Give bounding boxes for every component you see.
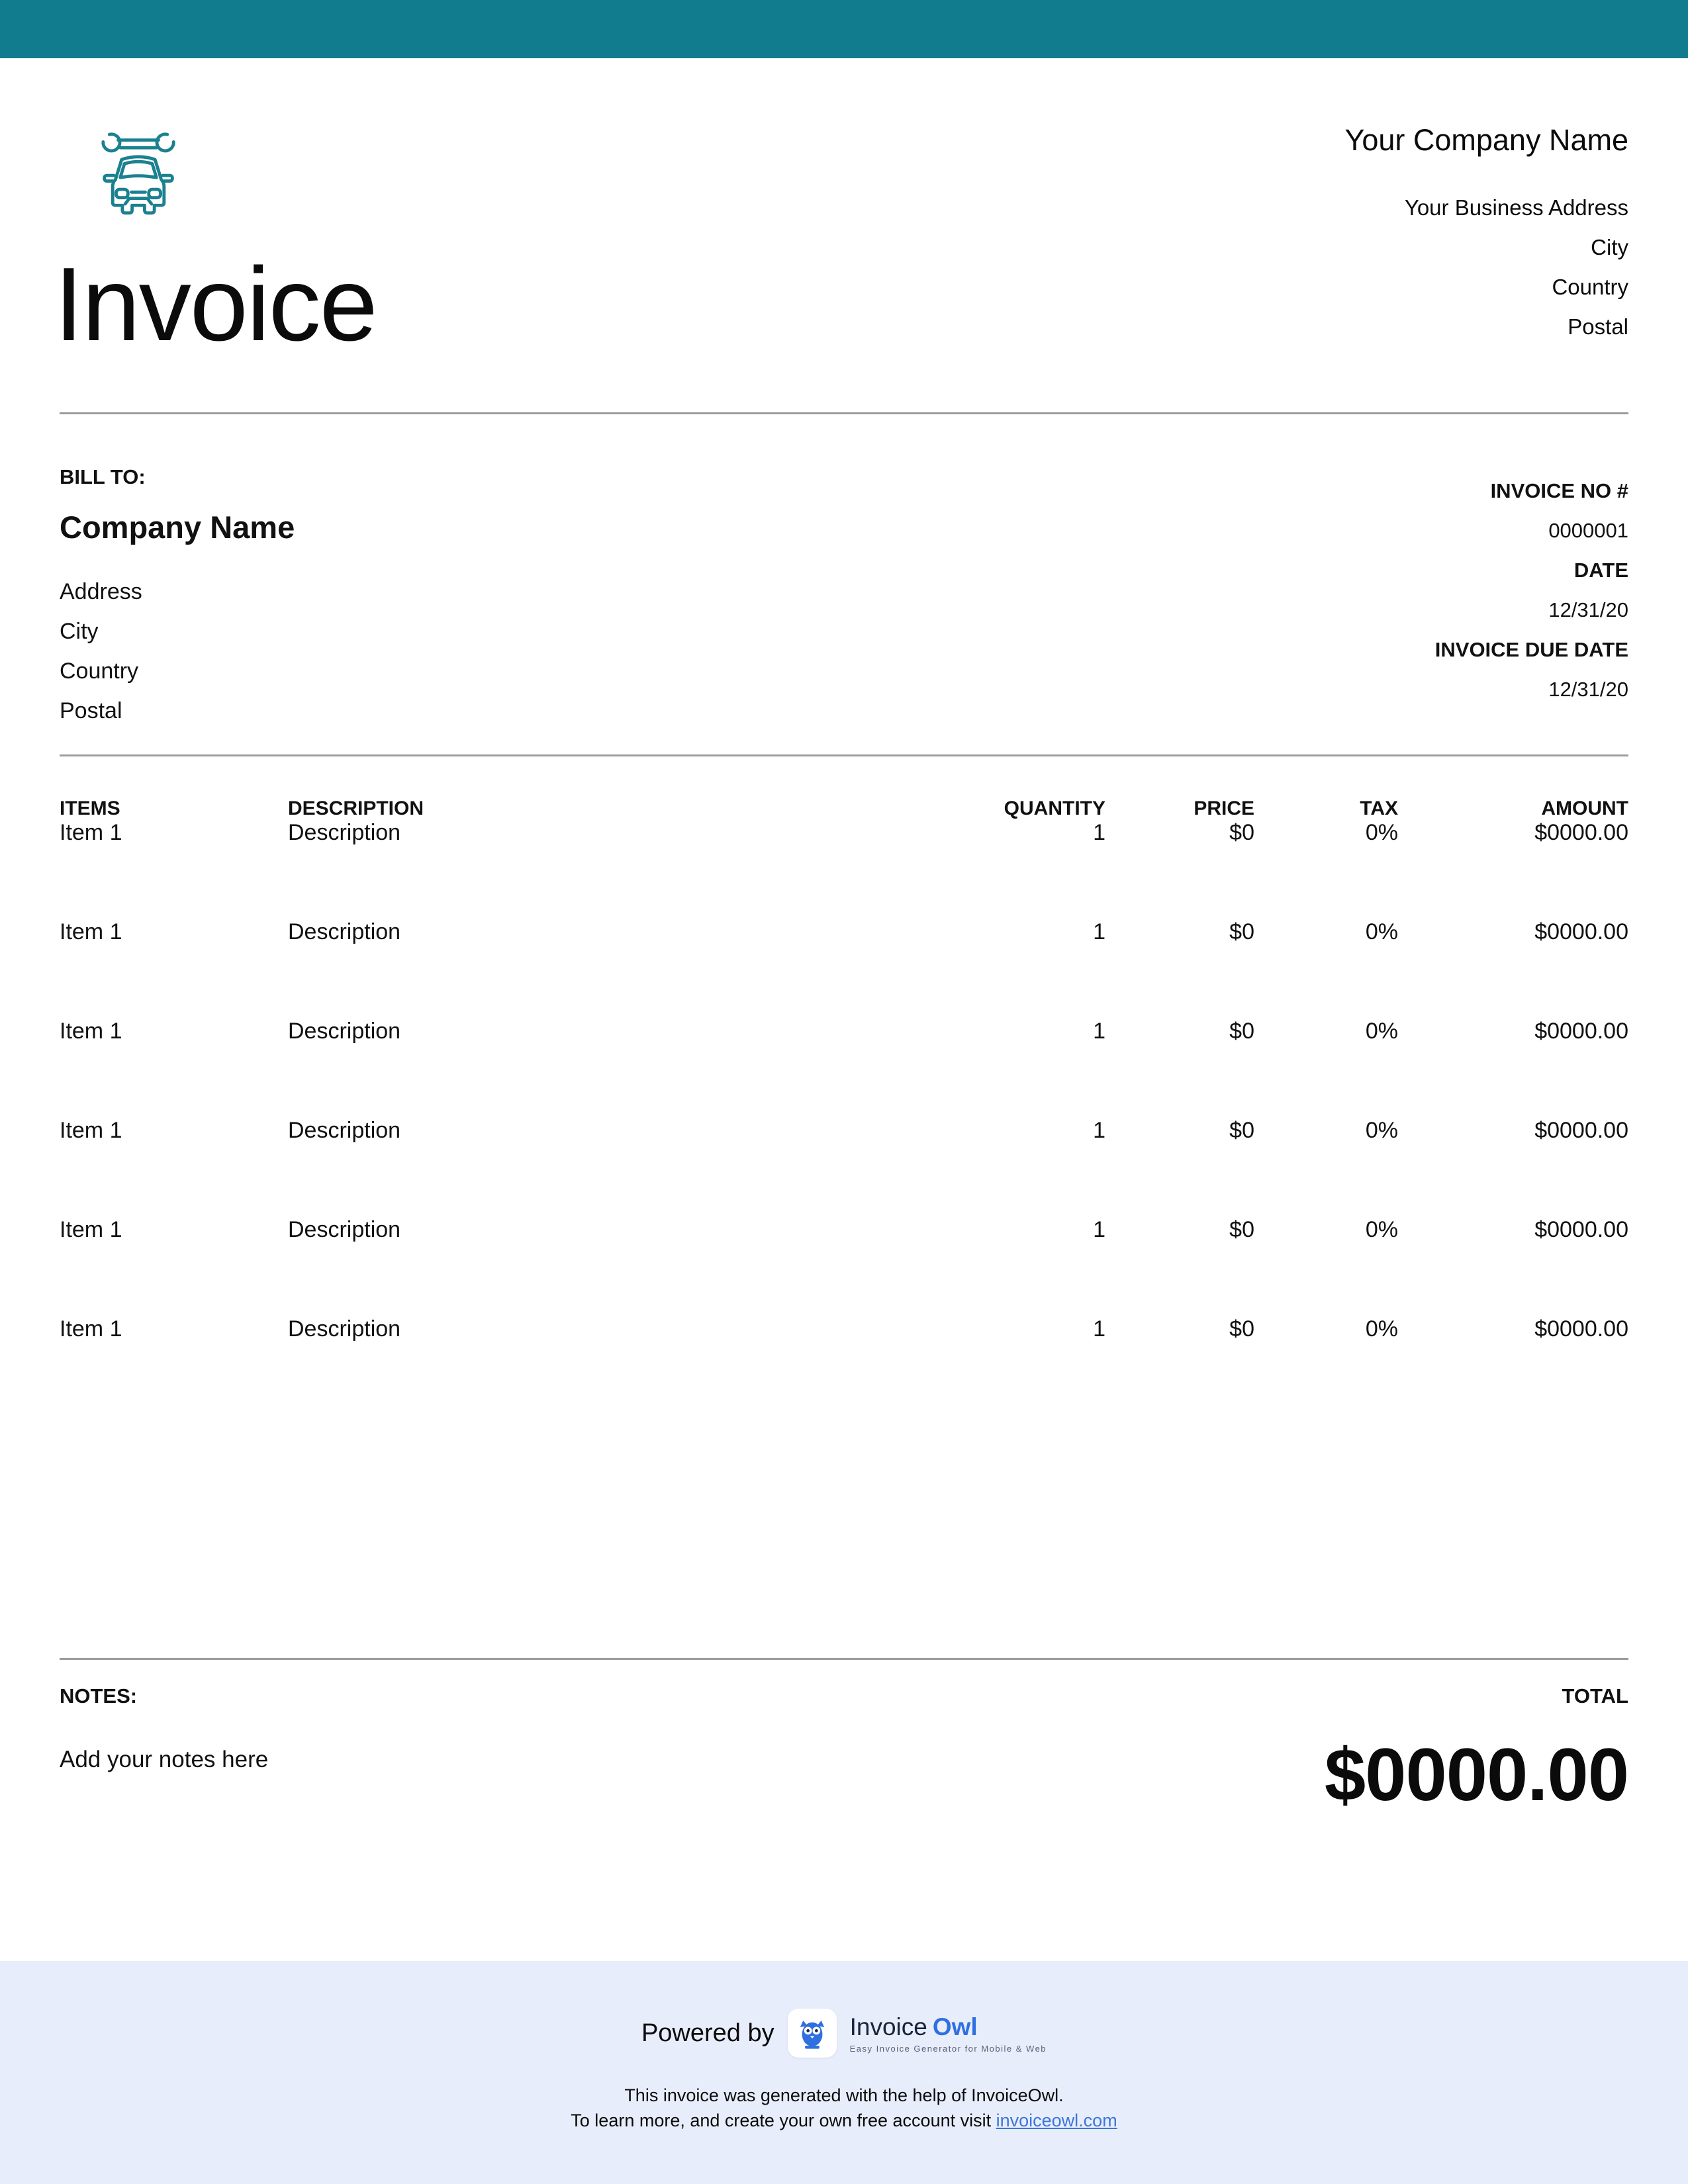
company-address-line: Your Business Address: [1404, 195, 1628, 220]
cell-description: Description: [288, 1118, 401, 1143]
divider-header: [60, 412, 1628, 414]
page-title: Invoice: [54, 246, 377, 363]
divider-table-top: [60, 754, 1628, 756]
cell-tax: 0%: [1365, 1118, 1398, 1143]
invoice-no-value: 0000001: [1548, 519, 1628, 542]
col-header-quantity: QUANTITY: [1004, 797, 1105, 819]
cell-amount: $0000.00: [1534, 919, 1628, 944]
cell-tax: 0%: [1365, 820, 1398, 845]
bill-to-block: [60, 465, 295, 731]
due-date-label: INVOICE DUE DATE: [1434, 638, 1628, 661]
cell-description: Description: [288, 1316, 401, 1342]
items-table: [60, 797, 1628, 1416]
total-value: $0000.00: [1324, 1733, 1628, 1816]
col-header-description: DESCRIPTION: [288, 797, 424, 819]
cell-quantity: 1: [1093, 820, 1105, 845]
cell-item: Item 1: [60, 1316, 122, 1342]
table-row: [60, 1019, 1628, 1118]
cell-price: $0: [1229, 1118, 1254, 1143]
powered-by-text: Powered by: [641, 2019, 774, 2047]
cell-tax: 0%: [1365, 1217, 1398, 1242]
cell-item: Item 1: [60, 1019, 122, 1044]
cell-quantity: 1: [1093, 1118, 1105, 1143]
cell-amount: $0000.00: [1534, 1118, 1628, 1143]
footer-line-2: [0, 2108, 1688, 2133]
car-wrench-icon: [99, 131, 177, 216]
invoice-no-label: INVOICE NO #: [1490, 479, 1628, 502]
logo-text-owl: Owl: [932, 2013, 978, 2040]
bill-to-address-line: City: [60, 619, 99, 644]
date-value: 12/31/20: [1548, 598, 1628, 621]
cell-price: $0: [1229, 919, 1254, 944]
cell-quantity: 1: [1093, 919, 1105, 944]
cell-amount: $0000.00: [1534, 1217, 1628, 1242]
due-date-value: 12/31/20: [1548, 678, 1628, 701]
table-row: [60, 919, 1628, 1019]
cell-item: Item 1: [60, 1118, 122, 1143]
invoiceowl-link[interactable]: invoiceowl.com: [996, 2111, 1117, 2130]
cell-tax: 0%: [1365, 1019, 1398, 1044]
invoiceowl-logo: [850, 2013, 1047, 2054]
company-block: [1344, 123, 1628, 347]
footer-line-1: This invoice was generated with the help of InvoiceOwl.: [624, 2085, 1064, 2105]
owl-icon: [788, 2009, 837, 2058]
company-address-line: City: [1591, 235, 1628, 259]
cell-item: Item 1: [60, 820, 122, 845]
top-accent-bar: [0, 0, 1688, 58]
cell-description: Description: [288, 820, 401, 845]
powered-by-row: [0, 2009, 1688, 2058]
notes-label: NOTES:: [60, 1684, 138, 1707]
cell-amount: $0000.00: [1534, 1019, 1628, 1044]
cell-quantity: 1: [1093, 1019, 1105, 1044]
cell-item: Item 1: [60, 919, 122, 944]
col-header-items: ITEMS: [60, 797, 120, 819]
bill-to-address-line: Country: [60, 659, 139, 684]
date-label: DATE: [1573, 559, 1628, 582]
col-header-tax: TAX: [1360, 797, 1398, 819]
items-table-header: [60, 797, 1628, 820]
cell-price: $0: [1229, 1019, 1254, 1044]
cell-price: $0: [1229, 1217, 1254, 1242]
cell-description: Description: [288, 1217, 401, 1242]
cell-tax: 0%: [1365, 919, 1398, 944]
col-header-amount: AMOUNT: [1541, 797, 1628, 819]
company-address-line: Postal: [1568, 314, 1628, 339]
bill-to-company-name: Company Name: [60, 510, 295, 545]
bill-to-address: [60, 572, 295, 731]
table-row: [60, 1217, 1628, 1316]
col-header-price: PRICE: [1194, 797, 1254, 819]
table-row: [60, 1118, 1628, 1217]
cell-description: Description: [288, 919, 401, 944]
company-address-line: Country: [1552, 275, 1628, 299]
cell-price: $0: [1229, 820, 1254, 845]
footer: [0, 1961, 1688, 2184]
cell-quantity: 1: [1093, 1217, 1105, 1242]
cell-quantity: 1: [1093, 1316, 1105, 1342]
footer-line-2-text: To learn more, and create your own free account visit: [571, 2111, 992, 2130]
footer-text: [0, 2083, 1688, 2133]
notes-block: [60, 1684, 268, 1773]
company-name: Your Company Name: [1344, 123, 1628, 157]
bill-to-address-line: Address: [60, 579, 142, 604]
total-label: TOTAL: [1562, 1684, 1628, 1707]
bill-to-label: BILL TO:: [60, 465, 146, 488]
cell-price: $0: [1229, 1316, 1254, 1342]
cell-amount: $0000.00: [1534, 1316, 1628, 1342]
total-block: [1325, 1684, 1628, 1817]
logo-text-invoice: Invoice: [849, 2013, 927, 2040]
cell-item: Item 1: [60, 1217, 122, 1242]
logo-tagline: Easy Invoice Generator for Mobile & Web: [849, 2043, 1047, 2054]
table-row: [60, 820, 1628, 919]
company-address: [1344, 188, 1628, 347]
cell-description: Description: [288, 1019, 401, 1044]
bill-to-address-line: Postal: [60, 698, 122, 723]
notes-text: Add your notes here: [60, 1747, 269, 1772]
table-row: [60, 1316, 1628, 1416]
cell-tax: 0%: [1365, 1316, 1398, 1342]
divider-summary: [60, 1658, 1628, 1660]
invoice-meta-block: [1435, 471, 1628, 709]
cell-amount: $0000.00: [1534, 820, 1628, 845]
